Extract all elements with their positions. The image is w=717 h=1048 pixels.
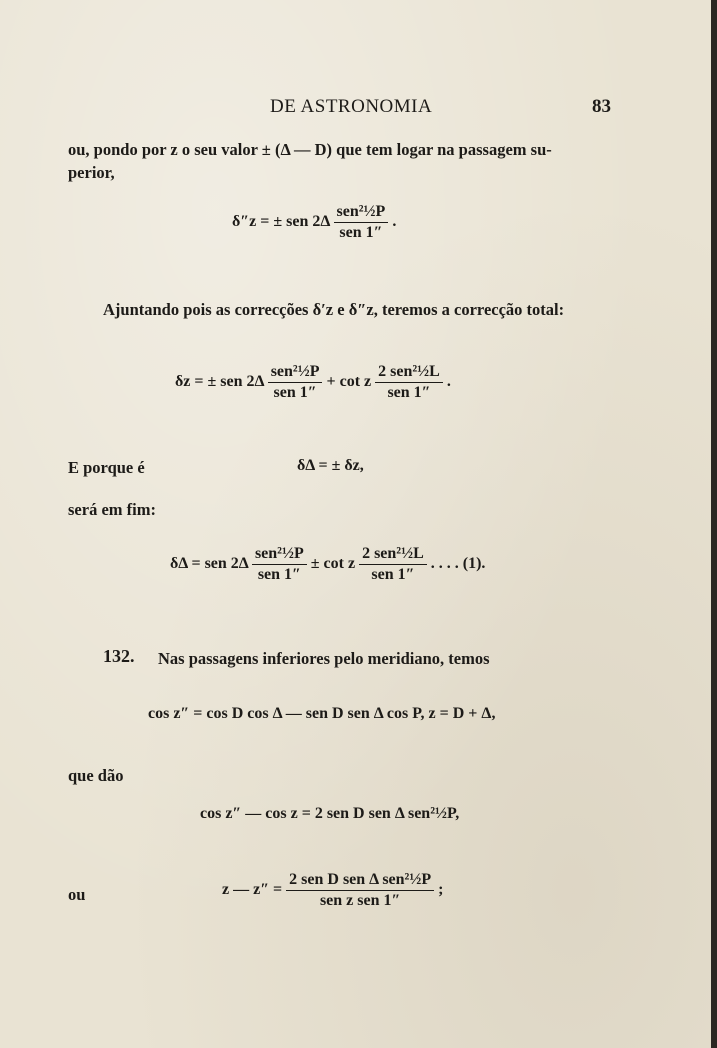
equation-end: . . . . (1). [430, 555, 486, 573]
numerator: sen²½P [268, 362, 323, 383]
equation-4: cos z″ = cos D cos Δ — sen D sen Δ cos P, z = D + Δ, [148, 705, 496, 722]
equation-5: cos z″ — cos z = 2 sen D sen Δ sen²½P, [200, 805, 460, 822]
equation-operator: ± cot z [310, 555, 356, 573]
equation-lhs: δΔ = sen 2Δ [170, 555, 248, 573]
paragraph-line: perior, [68, 163, 115, 182]
equation-end: . [446, 373, 451, 391]
denominator: sen 1″ [257, 566, 301, 583]
equation-2 [175, 362, 451, 403]
equation-lhs: z — z″ = [222, 881, 283, 899]
paragraph-lead: E porque é [68, 458, 145, 477]
equation-end: . [392, 213, 397, 231]
equation-3 [170, 544, 485, 585]
paragraph-line: que dão [68, 766, 124, 785]
denominator: sen z sen 1″ [319, 892, 401, 909]
numerator: 2 sen D sen Δ sen²½P [286, 870, 434, 891]
equation-1 [232, 202, 396, 243]
fraction [252, 544, 307, 585]
paragraph-line: será em fim: [68, 500, 156, 519]
fraction [375, 362, 443, 403]
fraction [334, 202, 389, 243]
denominator: sen 1″ [371, 566, 415, 583]
page-number: 83 [592, 96, 611, 117]
fraction [359, 544, 427, 585]
numerator: sen²½P [252, 544, 307, 565]
denominator: sen 1″ [339, 224, 383, 241]
equation-lhs: δ″z = ± sen 2Δ [232, 213, 330, 231]
equation-operator: + cot z [326, 373, 372, 391]
numerator: 2 sen²½L [375, 362, 443, 383]
paragraph-line: Ajuntando pois as correcções δ′z e δ″z, teremos a correcção total: [103, 300, 565, 319]
paragraph-line: ou, pondo por z o seu valor ± (Δ — D) que tem logar na passagem su- [68, 140, 552, 159]
running-title: DE ASTRONOMIA [270, 96, 433, 117]
equation-6 [222, 870, 443, 911]
fraction [286, 870, 434, 911]
paragraph-line: ou [68, 885, 86, 904]
section-number: 132. [103, 646, 135, 666]
fraction [268, 362, 323, 403]
denominator: sen 1″ [273, 384, 317, 401]
section-text: Nas passagens inferiores pelo meridiano, temos [158, 649, 490, 668]
numerator: 2 sen²½L [359, 544, 427, 565]
page-edge-shadow [711, 0, 717, 1048]
equation-inline: δΔ = ± δz, [297, 457, 364, 474]
numerator: sen²½P [334, 202, 389, 223]
equation-end: ; [438, 881, 444, 899]
denominator: sen 1″ [387, 384, 431, 401]
equation-lhs: δz = ± sen 2Δ [175, 373, 264, 391]
